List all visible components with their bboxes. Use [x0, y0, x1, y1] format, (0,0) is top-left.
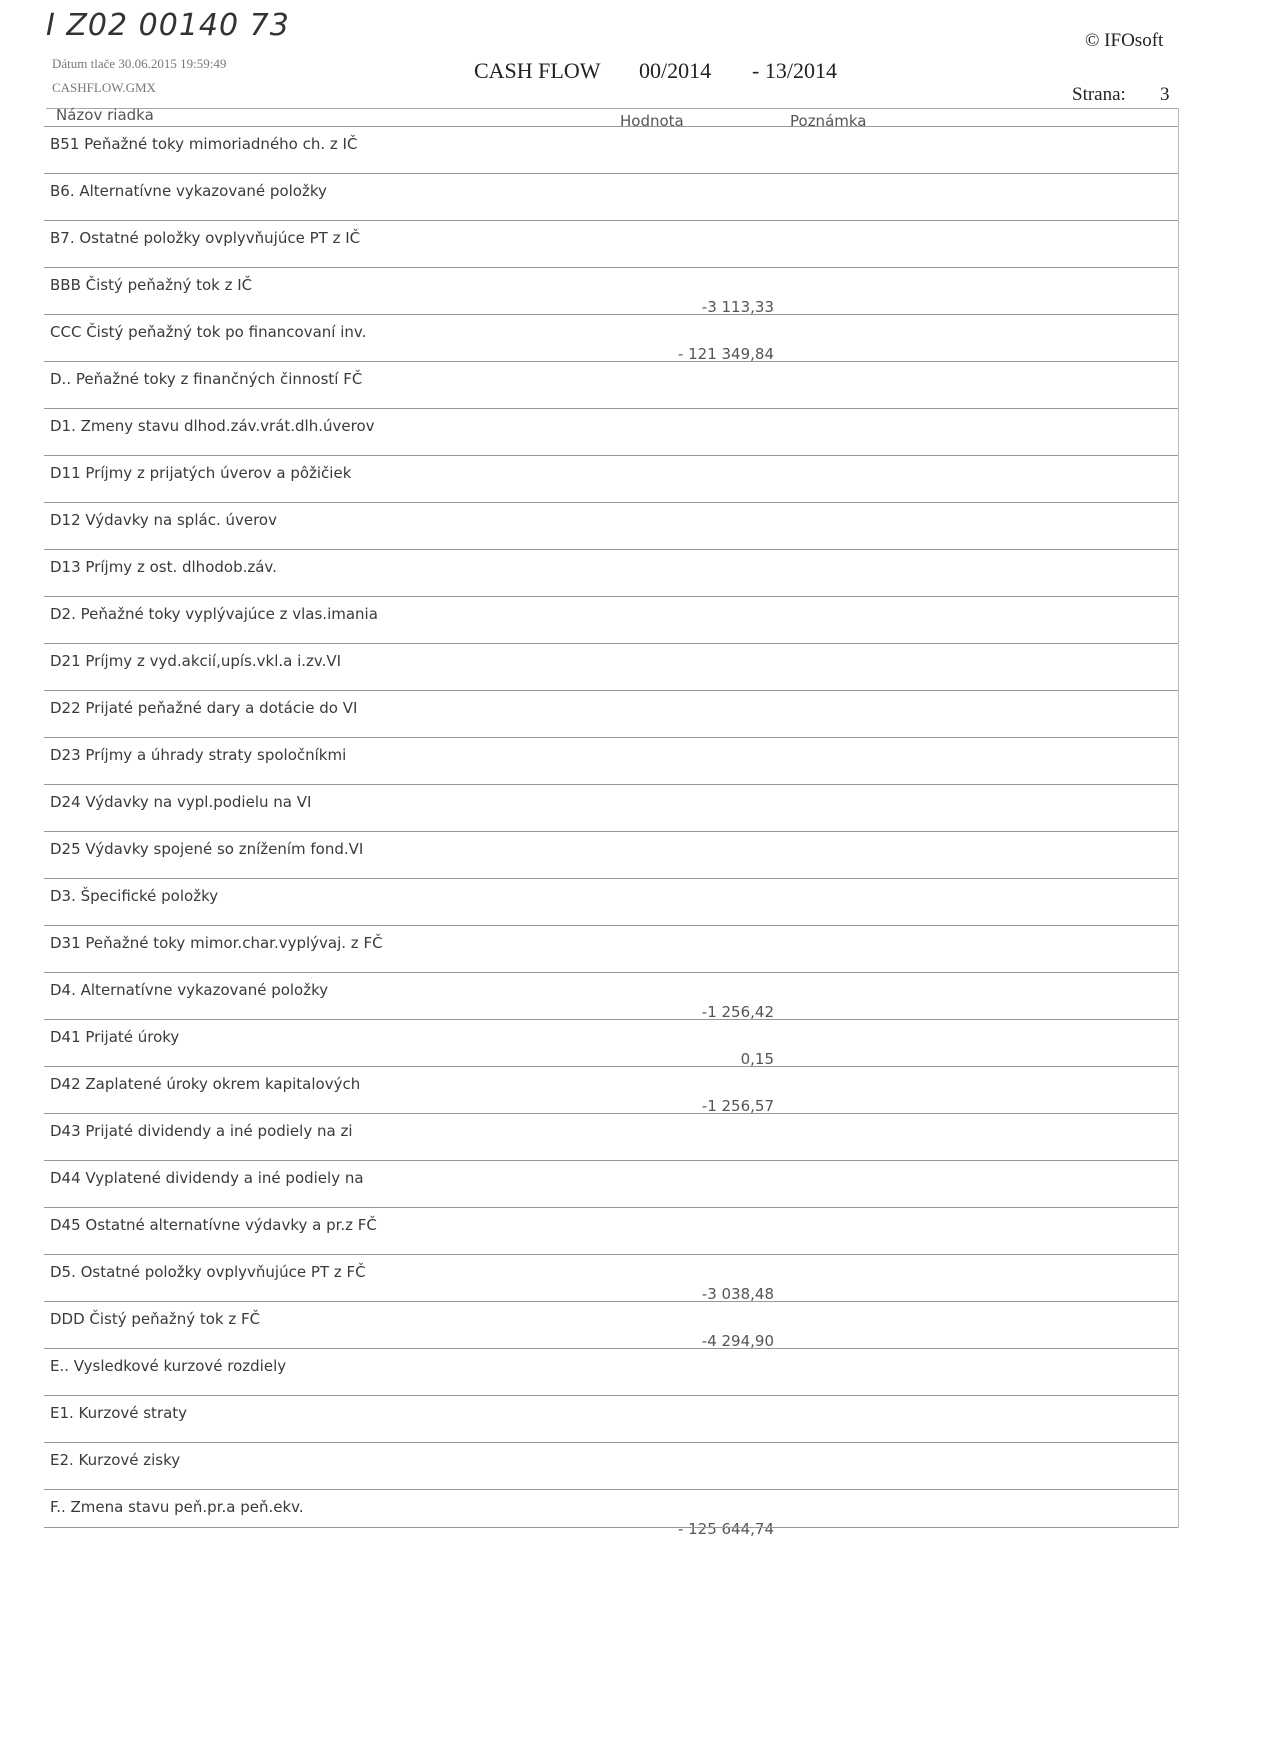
- row-label: D5. Ostatné položky ovplyvňujúce PT z FČ: [50, 1263, 366, 1281]
- row-label: D13 Príjmy z ost. dlhodob.záv.: [50, 558, 277, 576]
- row-value: -1 256,42: [701, 1003, 774, 1021]
- page-label: Strana:: [1072, 84, 1126, 105]
- row-label: D4. Alternatívne vykazované položky: [50, 981, 329, 999]
- table-bottom-line: [44, 1527, 1178, 1528]
- row-value: -1 256,57: [701, 1097, 774, 1115]
- table-row: [44, 267, 1178, 314]
- row-label: D22 Prijaté peňažné dary a dotácie do VI: [50, 699, 358, 717]
- source-name: CASHFLOW.GMX: [52, 80, 156, 95]
- row-label: D1. Zmeny stavu dlhod.záv.vrát.dlh.úverov: [50, 417, 375, 435]
- row-label: DDD Čistý peňažný tok z FČ: [50, 1310, 261, 1328]
- period-from: 00/2014: [639, 58, 712, 83]
- row-label: D45 Ostatné alternatívne výdavky a pr.z FČ: [50, 1216, 377, 1234]
- table-row: [44, 1066, 1178, 1113]
- row-label: D24 Výdavky na vypl.podielu na VI: [50, 793, 312, 811]
- period-to: - 13/2014: [752, 58, 837, 83]
- row-value: - 125 644,74: [677, 1520, 774, 1538]
- row-label: BBB Čistý peňažný tok z IČ: [50, 276, 253, 294]
- table-row: [44, 314, 1178, 361]
- row-label: D11 Príjmy z prijatých úverov a pôžičiek: [50, 464, 352, 482]
- table-row: [44, 784, 1178, 831]
- table-row: [44, 361, 1178, 408]
- cash-flow-rows: [44, 126, 1178, 1536]
- row-value: -3 038,48: [701, 1285, 774, 1303]
- row-label: D21 Príjmy z vyd.akcií,upís.vkl.a i.zv.VI: [50, 652, 342, 670]
- row-label: D43 Prijaté dividendy a iné podiely na zi: [50, 1122, 353, 1140]
- row-label: B51 Peňažné toky mimoriadného ch. z IČ: [50, 135, 358, 153]
- table-row: [44, 831, 1178, 878]
- table-row: [44, 126, 1178, 173]
- row-label: E.. Vysledkové kurzové rozdiely: [50, 1357, 287, 1375]
- table-row: [44, 643, 1178, 690]
- row-value: -4 294,90: [701, 1332, 774, 1350]
- page-number: 3: [1160, 84, 1170, 105]
- row-label: D2. Peňažné toky vyplývajúce z vlas.imania: [50, 605, 378, 623]
- row-label: D.. Peňažné toky z finančných činností FČ: [50, 370, 363, 388]
- row-label: E1. Kurzové straty: [50, 1404, 188, 1422]
- row-value: - 121 349,84: [677, 345, 774, 363]
- row-label: E2. Kurzové zisky: [50, 1451, 181, 1469]
- table-row: [44, 455, 1178, 502]
- table-row: [44, 972, 1178, 1019]
- table-row: [44, 1395, 1178, 1442]
- table-row: [44, 1489, 1178, 1536]
- row-label: D12 Výdavky na splác. úverov: [50, 511, 277, 529]
- row-label: D44 Vyplatené dividendy a iné podiely na: [50, 1169, 364, 1187]
- table-row: [44, 549, 1178, 596]
- row-label: D25 Výdavky spojené so znížením fond.VI: [50, 840, 364, 858]
- row-value: -3 113,33: [701, 298, 774, 316]
- table-row: [44, 1207, 1178, 1254]
- column-header-value: Hodnota: [620, 112, 684, 130]
- table-row: [44, 690, 1178, 737]
- table-row: [44, 173, 1178, 220]
- row-label: D23 Príjmy a úhrady straty spoločníkmi: [50, 746, 347, 764]
- table-row: [44, 408, 1178, 455]
- table-row: [44, 737, 1178, 784]
- row-label: B7. Ostatné položky ovplyvňujúce PT z IČ: [50, 229, 361, 247]
- column-header-note: Poznámka: [790, 112, 867, 130]
- row-label: CCC Čistý peňažný tok po financovaní inv.: [50, 323, 367, 341]
- table-row: [44, 1442, 1178, 1489]
- table-row: [44, 502, 1178, 549]
- table-row: [44, 1160, 1178, 1207]
- row-label: D31 Peňažné toky mimor.char.vyplývaj. z FČ: [50, 934, 383, 952]
- print-date: Dátum tlače 30.06.2015 19:59:49: [52, 56, 227, 71]
- table-row: [44, 1254, 1178, 1301]
- row-label: F.. Zmena stavu peň.pr.a peň.ekv.: [50, 1498, 304, 1516]
- row-value: 0,15: [740, 1050, 774, 1068]
- column-header-name: Názov riadka: [56, 106, 154, 124]
- table-row: [44, 878, 1178, 925]
- row-label: B6. Alternatívne vykazované položky: [50, 182, 327, 200]
- table-row: [44, 220, 1178, 267]
- row-label: D3. Špecifické položky: [50, 887, 219, 905]
- handwritten-id: I Z02 00140 73: [46, 8, 290, 43]
- table-row: [44, 1348, 1178, 1395]
- table-row: [44, 925, 1178, 972]
- table-row: [44, 1301, 1178, 1348]
- table-row: [44, 1019, 1178, 1066]
- table-row: [44, 596, 1178, 643]
- row-label: D42 Zaplatené úroky okrem kapitalových: [50, 1075, 361, 1093]
- row-label: D41 Prijaté úroky: [50, 1028, 180, 1046]
- table-row: [44, 1113, 1178, 1160]
- copyright: © IFOsoft: [1085, 30, 1164, 51]
- report-title: CASH FLOW: [474, 58, 601, 83]
